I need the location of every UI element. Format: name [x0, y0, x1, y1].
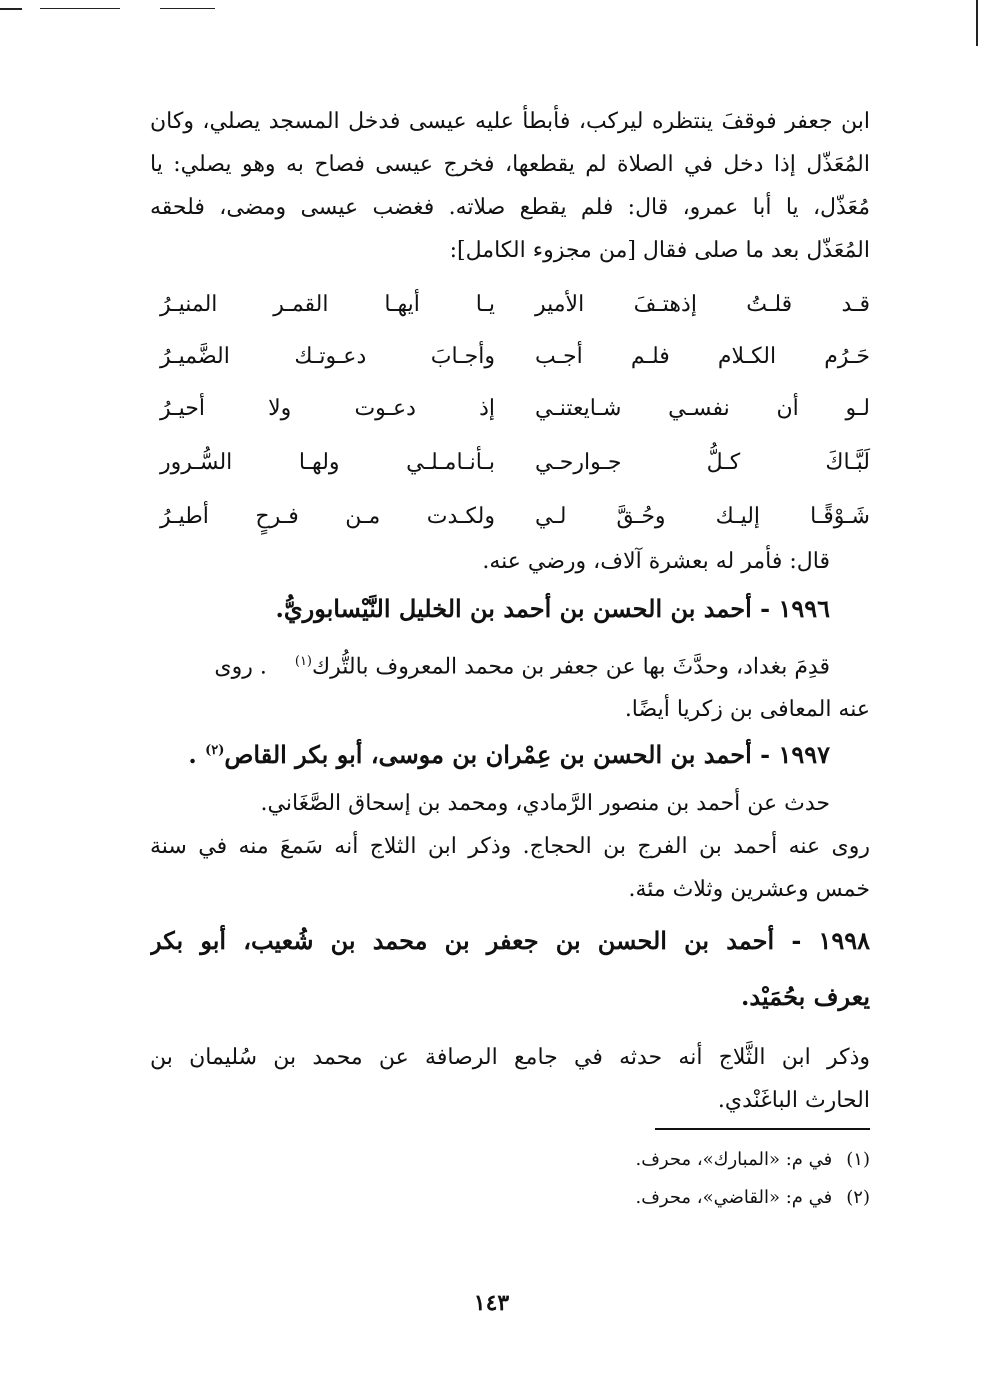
entry-title-line: ١٩٩٨ - أحمد بن الحسن بن جعفر بن محمد بن شُعيب، أبو بكر — [150, 926, 870, 955]
entry-1998-title — [150, 918, 870, 1020]
footnote-1 — [150, 1146, 870, 1174]
footnote-number: (٢) — [846, 1187, 870, 1208]
opening-paragraph — [150, 100, 870, 272]
entry-1996-title — [150, 586, 830, 632]
paragraph-line: المُعَذّل بعد ما صلى فقال [من مجزوء الكامل]: — [449, 238, 870, 263]
entry-body-line: روى عنه أحمد بن الفرج بن الحجاج. وذكر ابن الثلاج أنه سَمعَ منه في سنة — [150, 834, 870, 859]
footnote-separator — [655, 1128, 870, 1130]
entry-body-line: الحارث الباغَنْدي. — [717, 1088, 870, 1113]
entry-body-line: حدث عن أحمد بن منصور الرَّمادي، ومحمد بن إسحاق الصَّغَاني. — [260, 791, 830, 816]
entry-title-text: ١٩٩٧ - أحمد بن الحسن بن عِمْران بن موسى، أبو بكر القاص — [224, 740, 830, 769]
entry-body-text-end: . روى — [214, 654, 267, 680]
entry-1997-title — [150, 728, 830, 778]
verse-first-hemistich: قـد قلـتُ إذهتـفَ الأمير — [535, 292, 870, 317]
poem-verse — [150, 386, 870, 432]
entry-1996-body — [150, 640, 870, 731]
paragraph-line: المُعَذّل إذا دخل في الصلاة لم يقطعها، فخرج عيسى فصاح به وهو يصلي: يا — [150, 152, 870, 177]
poem-verse — [150, 282, 870, 328]
poem-verse — [150, 334, 870, 380]
verse-first-hemistich: حَـرُم الكـلام فلـم أجـب — [535, 344, 870, 369]
entry-title-line: يعرف بحُمَيْد. — [741, 982, 870, 1011]
verse-second-hemistich: إذ دعـوت ولا أحيـرُ — [160, 396, 495, 421]
scan-artifact-top-line-2 — [160, 8, 215, 9]
entry-body-line: عنه المعافى بن زكريا أيضًا. — [624, 697, 870, 723]
verse-second-hemistich: بـأنـامـلـي ولهـا السُّـرور — [160, 450, 495, 475]
scan-artifact-top-line — [40, 8, 120, 9]
verse-second-hemistich: ولكـدت مـن فـرحٍ أطيـرُ — [160, 504, 495, 529]
scan-artifact-top-left — [0, 8, 22, 10]
paragraph-line: ابن جعفر فوقفَ ينتظره ليركب، فأبطأ عليه عيسى فدخل المسجد يصلي، وكان — [150, 109, 870, 134]
closing-line: قال: فأمر له بعشرة آلاف، ورضي عنه. — [482, 549, 830, 574]
entry-1997-body — [150, 782, 870, 911]
entry-title-text: ١٩٩٦ - أحمد بن الحسن بن أحمد بن الخليل النَّيْسابوريُّ. — [275, 594, 830, 623]
entry-body-line: خمس وعشرين وثلاث مئة. — [628, 877, 870, 902]
footnote-number: (١) — [846, 1149, 870, 1170]
entry-body-line — [150, 640, 870, 688]
entry-body-text: قدِمَ بغداد، وحدَّثَ بها عن جعفر بن محمد المعروف بالتُّرك — [312, 654, 830, 680]
verse-first-hemistich: لَبَّـاكَ كـلُّ جـوارحـي — [535, 450, 870, 475]
poem-verse — [150, 440, 870, 486]
closing-paragraph — [150, 540, 830, 583]
footnote-text: في م: «المبارك»، محرف. — [635, 1149, 833, 1170]
page-number: ١٤٣ — [473, 1290, 510, 1316]
footnote-text: في م: «القاضي»، محرف. — [635, 1187, 833, 1208]
scan-artifact-right-edge — [976, 0, 978, 46]
verse-first-hemistich: شَـوْقًـا إليـك وحُـقَّ لـي — [535, 504, 870, 529]
paragraph-line: مُعَذّل، يا أبا عمرو، قال: فلم يقطع صلاته. فغضب عيسى ومضى، فلحقه — [150, 195, 870, 220]
verse-second-hemistich: يـا أيهـا القمـر المنيـرُ — [160, 292, 495, 317]
entry-1998-body — [150, 1036, 870, 1122]
footnote-ref-2: (٢) — [205, 743, 225, 758]
verse-second-hemistich: وأجـابَ دعـوتـك الضَّميـرُ — [160, 344, 495, 369]
entry-body-line: وذكر ابن الثَّلاج أنه حدثه في جامع الرصافة عن محمد بن سُليمان بن — [150, 1045, 870, 1070]
footnote-ref-1: (١) — [294, 654, 312, 669]
footnote-2 — [150, 1184, 870, 1212]
poem-verse — [150, 494, 870, 540]
verse-first-hemistich: لـو أن نفسـي شـايعتنـي — [535, 396, 870, 421]
entry-title-end: . — [188, 740, 197, 769]
